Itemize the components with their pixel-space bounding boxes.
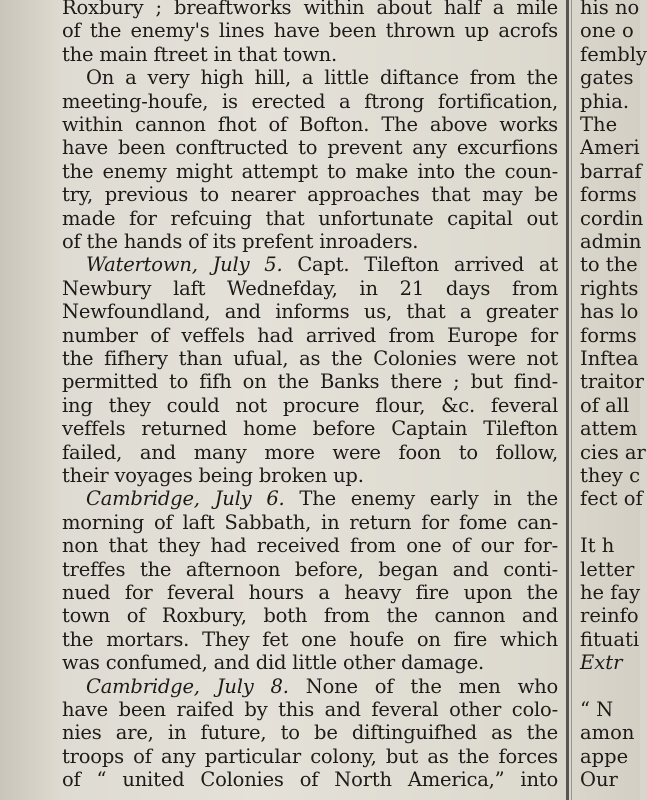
line-text: try, previous to nearer approaches that may be (62, 183, 558, 207)
right-text-line: attem (580, 417, 638, 441)
text-line (86, 675, 558, 699)
line-text: town of Roxbury, both from the cannon and (62, 604, 558, 628)
right-text-line: It h (580, 534, 615, 558)
line-text: was confumed, and did little other damage. (62, 651, 485, 675)
text-line (86, 66, 558, 90)
text-line (62, 230, 558, 254)
line-text: Roxbury ; breaftworks within about half a mile (62, 0, 558, 19)
text-line (86, 487, 558, 511)
line-text: treffes the afternoon before, began and conti- (62, 557, 558, 581)
right-text-line: appe (580, 744, 629, 768)
main-text-column (62, 0, 562, 800)
right-text-line: they c (580, 464, 641, 487)
line-text: have been raifed by this and feveral other colo- (62, 698, 558, 721)
line-text: the main ftreet in that town. (62, 42, 338, 66)
line-text: failed, and many more were foon to follow, (62, 440, 558, 464)
right-text-line: Extr (580, 651, 623, 675)
column-rule-thin (571, 0, 572, 800)
line-text: non that they had received from one of our for- (62, 534, 558, 558)
right-text-line: gates (580, 66, 634, 90)
text-line (62, 558, 558, 582)
line-text: The enemy early in the (284, 487, 558, 511)
text-line (62, 441, 558, 465)
right-text-line: cies ar (580, 440, 646, 464)
right-text-line: fituati (580, 627, 640, 651)
text-line (62, 19, 558, 43)
line-text: of the hands of its prefent inroaders. (62, 230, 419, 253)
right-text-line: fembly (580, 42, 647, 66)
right-text-line: cordin (580, 206, 644, 230)
text-line (62, 417, 558, 441)
text-line (62, 90, 558, 114)
line-text: their voyages being broken up. (62, 464, 364, 487)
text-line (62, 628, 558, 652)
text-line (62, 511, 558, 535)
dateline: Cambridge, July 8. (86, 674, 289, 698)
line-text: of “ united Colonies of North America,” into (62, 768, 558, 792)
right-text-line: admin (580, 230, 642, 253)
text-line (62, 207, 558, 231)
text-line (62, 581, 558, 605)
line-text: nued for feveral hours a heavy fire upon the (62, 581, 558, 604)
right-text-line: he fay (580, 581, 641, 604)
right-text-line: amon (580, 721, 635, 745)
text-line (62, 324, 558, 348)
text-line (62, 604, 558, 628)
right-text-line: reinfo (580, 604, 639, 628)
right-text-line: rights (580, 276, 639, 300)
line-text: Newfoundland, and informs us, that a greater (62, 300, 558, 324)
page-gutter (0, 0, 62, 800)
line-text: of the enemy's lines have been thrown up acrofs (62, 19, 558, 43)
right-text-line: has lo (580, 300, 639, 324)
line-text: veffels returned home before Captain Tilefton (62, 417, 558, 441)
text-line (62, 277, 558, 301)
right-text-line: “ N (580, 698, 614, 721)
line-text: morning of laft Sabbath, in return for fome can- (62, 510, 558, 534)
line-text: meeting-houfe, is erected a ftrong fortification, (62, 89, 558, 113)
text-line (86, 253, 558, 277)
line-text: nies are, in future, to be diftinguifhed as the (62, 721, 558, 745)
text-line (62, 394, 558, 418)
right-text-line: Ameri (580, 136, 640, 160)
line-text: On a very high hill, a little diftance from the (86, 66, 558, 90)
right-text-line: of all (580, 393, 630, 417)
right-text-line: to the (580, 253, 638, 277)
line-text: troops of any particular colony, but as the forces (62, 744, 558, 768)
line-text: made for refcuing that unfortunate capital out (62, 206, 558, 230)
text-line (62, 721, 558, 745)
text-line (62, 113, 558, 137)
right-text-line: Inftea (580, 347, 639, 370)
text-line (62, 300, 558, 324)
right-text-line: phia. (580, 89, 630, 113)
text-line (62, 698, 558, 722)
text-line (62, 43, 558, 67)
line-text: Newbury laft Wednefday, in 21 days from (62, 276, 558, 300)
text-line (62, 651, 558, 675)
text-line (62, 534, 558, 558)
dateline: Cambridge, July 6. (86, 487, 285, 511)
line-text: the fifhery than ufual, as the Colonies were not (62, 347, 558, 370)
line-text: None of the men who (288, 674, 558, 698)
text-line (62, 136, 558, 160)
line-text: within cannon fhot of Bofton. The above works (62, 113, 558, 136)
text-line (62, 464, 558, 488)
right-text-line: fect of (580, 487, 643, 511)
line-text: the enemy might attempt to make into the coun- (62, 159, 558, 183)
line-text: number of veffels had arrived from Europe for (62, 323, 558, 347)
right-text-line: forms (580, 323, 637, 347)
right-text-column (578, 0, 647, 800)
text-line (62, 768, 558, 792)
line-text: Capt. Tilefton arrived at (282, 253, 558, 277)
column-rule (566, 0, 569, 800)
right-text-line: his no (580, 0, 640, 19)
right-text-line: Our (580, 768, 618, 792)
line-text: have been conftructed to prevent any excurfions (62, 136, 558, 160)
right-text-line: forms (580, 183, 637, 207)
text-line (62, 183, 558, 207)
text-line (62, 0, 558, 20)
line-text: the mortars. They fet one houfe on fire which (62, 627, 558, 651)
right-text-line: letter (580, 557, 635, 581)
right-text-line: barraf (580, 159, 642, 183)
dateline: Watertown, July 5. (86, 253, 283, 277)
text-line (62, 370, 558, 394)
line-text: permitted to fifh on the Banks there ; but find- (62, 370, 558, 394)
text-line (62, 745, 558, 769)
right-text-line: traitor (580, 370, 644, 394)
text-line (62, 347, 558, 371)
right-text-line: The (580, 113, 618, 136)
text-line (62, 160, 558, 184)
right-text-line: one o (580, 19, 634, 43)
line-text: ing they could not procure flour, &c. feveral (62, 393, 558, 417)
